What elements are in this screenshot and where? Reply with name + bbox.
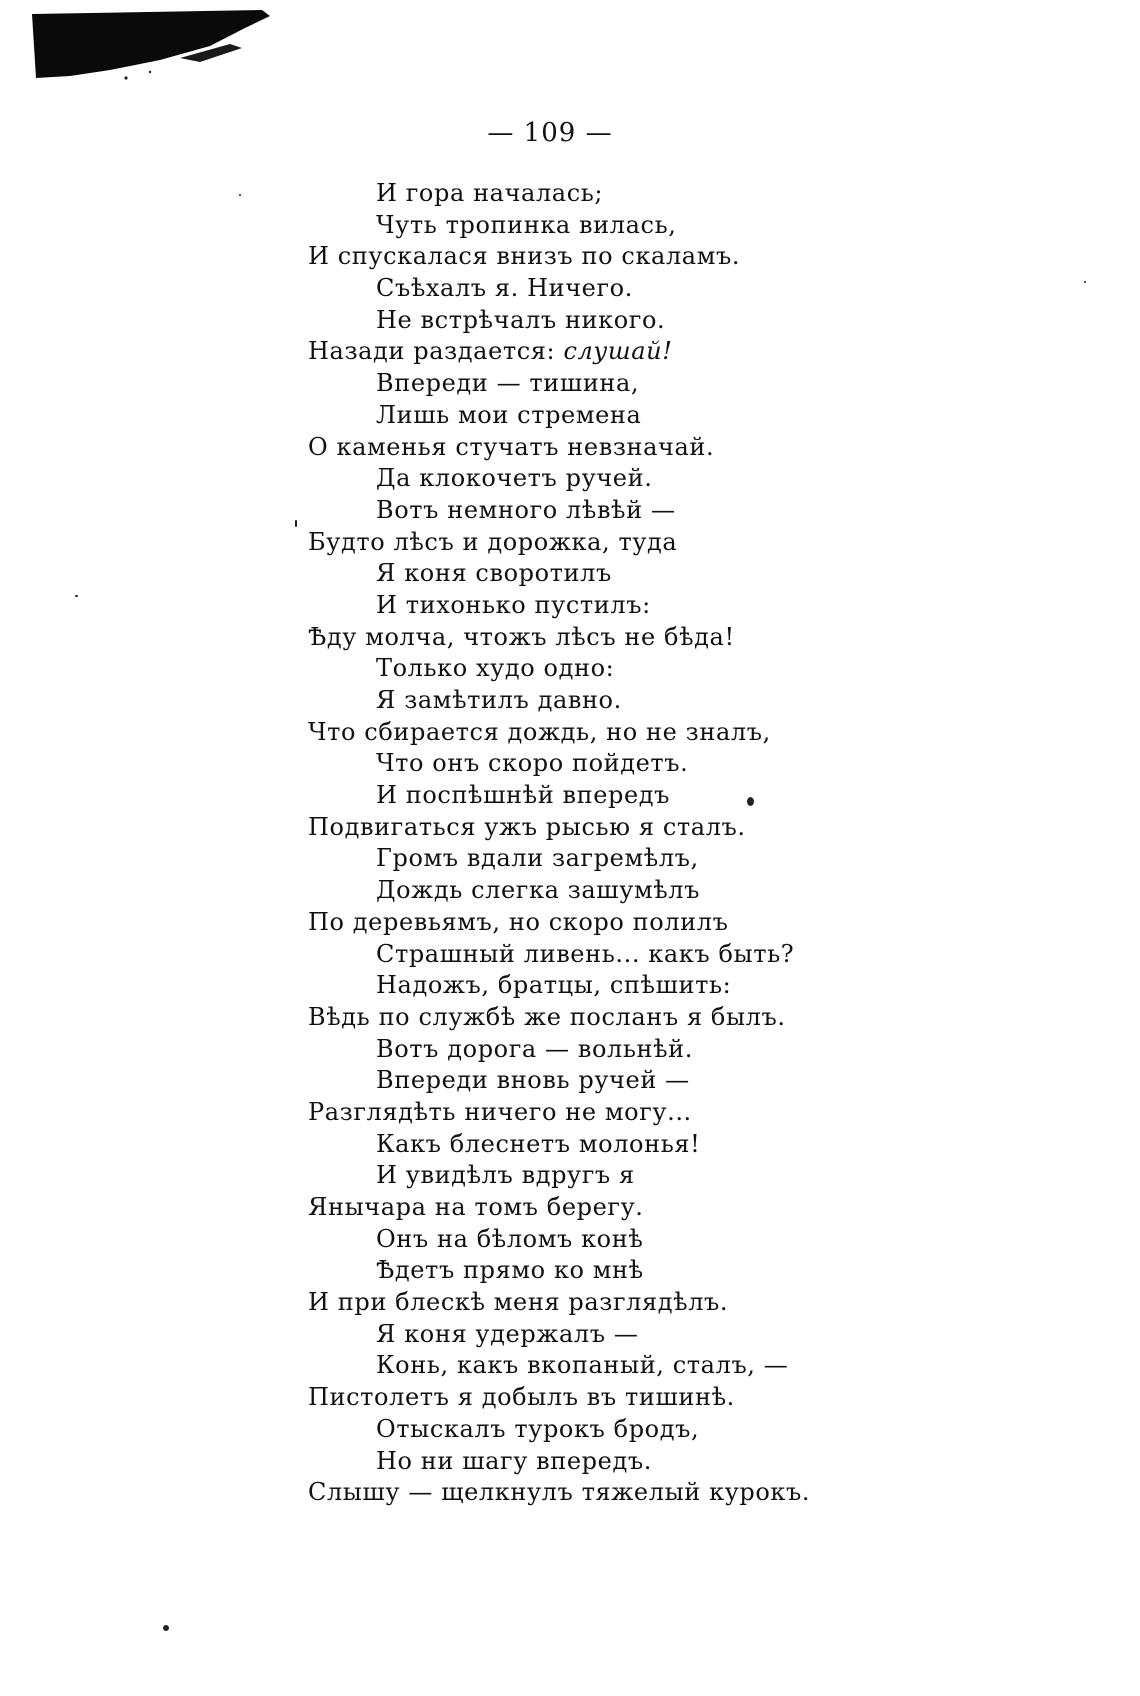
poem-line (308, 970, 868, 1002)
poem-line-text: Съѣхалъ я. Ничего. (376, 274, 633, 303)
poem-line-text: Только худо одно: (376, 654, 615, 683)
poem-line-text: Впереди — тишина, (376, 369, 640, 398)
poem-line (308, 273, 868, 305)
poem-line (308, 527, 868, 559)
poem-line (308, 1414, 868, 1446)
poem-line-text: Отыскалъ турокъ бродъ, (376, 1414, 700, 1443)
poem-line-text: Страшный ливень... какъ быть? (376, 939, 795, 968)
scan-ink-blot (30, 8, 275, 82)
poem-line (308, 843, 868, 875)
poem-line-text: Вотъ дорога — вольнѣй. (376, 1034, 694, 1063)
poem-line (308, 400, 868, 432)
poem-line (308, 1382, 868, 1414)
poem-line (308, 1002, 868, 1034)
poem-line-text: Какъ блеснетъ молонья! (376, 1129, 701, 1158)
ink-speck (747, 797, 754, 806)
poem-line (308, 1097, 868, 1129)
poem-line-text: Ѣдетъ прямо ко мнѣ (376, 1256, 644, 1285)
poem-line (308, 1319, 868, 1351)
poem-line-text: Не встрѣчалъ никого. (376, 305, 666, 334)
poem-line (308, 748, 868, 780)
poem-line-text: По деревьямъ, но скоро полилъ (308, 907, 729, 936)
poem-line (308, 1350, 868, 1382)
poem-line (308, 368, 868, 400)
ink-speck (239, 194, 241, 196)
poem-line-text: Янычара на томъ берегу. (308, 1193, 644, 1221)
poem-line (308, 1224, 868, 1256)
poem-line (308, 1287, 868, 1319)
poem-line-text: Громъ вдали загремѣлъ, (376, 844, 699, 873)
poem-line (308, 780, 868, 812)
poem-line-text: О каменья стучатъ невзначай. (308, 432, 715, 461)
poem-line (308, 622, 868, 654)
poem-line (308, 1192, 868, 1224)
poem-line (308, 463, 868, 495)
poem-line-text: Надожъ, братцы, спѣшить: (376, 971, 732, 1000)
page-number: — 109 — (487, 118, 613, 148)
poem-line-text: Ѣду молча, чтожъ лѣсъ не бѣда! (308, 622, 735, 651)
ink-speck (163, 1625, 169, 1631)
poem-line-text: Что онъ скоро пойдетъ. (376, 749, 689, 778)
poem-line (308, 1065, 868, 1097)
poem-line-text: И поспѣшнѣй впередъ (376, 781, 671, 810)
poem-line-text: Вѣдь по службѣ же посланъ я былъ. (308, 1002, 786, 1031)
poem-line (308, 241, 868, 273)
poem-line-text: Лишь мои стремена (376, 400, 642, 429)
ink-speck (295, 520, 297, 527)
poem-line (308, 305, 868, 337)
poem-line-text: Я замѣтилъ давно. (376, 686, 622, 714)
poem-line-text: И гора началась; (376, 179, 604, 207)
poem-line-text: Пистолетъ я добылъ въ тишинѣ. (308, 1383, 735, 1412)
poem-line (308, 685, 868, 717)
poem-line-text: И спускалася внизъ по скаламъ. (308, 242, 741, 271)
poem-line-text: Подвигаться ужъ рысью я сталъ. (308, 812, 746, 841)
poem-line-text: Но ни шагу впередъ. (376, 1446, 652, 1475)
poem-line-text: Впереди вновь ручей — (376, 1066, 690, 1095)
poem-line-text: И увидѣлъ вдругъ я (376, 1161, 635, 1190)
poem-line (308, 875, 868, 907)
poem-line (308, 558, 868, 590)
poem-line (308, 717, 868, 749)
poem-line-text: Что сбирается дождь, но не зналъ, (308, 717, 771, 746)
poem-line-text: Разглядѣть ничего не могу... (308, 1097, 692, 1126)
poem-line-text: Слышу — щелкнулъ тяжелый курокъ. (308, 1478, 811, 1507)
poem-line (308, 907, 868, 939)
poem-line (308, 178, 868, 210)
poem-line (308, 495, 868, 527)
poem-line-text: Да клокочетъ ручей. (376, 464, 653, 493)
poem-line (308, 1446, 868, 1478)
poem-line (308, 812, 868, 844)
poem-line-text: Дождь слегка зашумѣлъ (376, 876, 701, 905)
ink-speck (1084, 281, 1086, 283)
poem-line-text: Вотъ немного лѣвѣй — (376, 495, 676, 524)
poem-line-text: Конь, какъ вкопаный, сталъ, — (376, 1351, 789, 1380)
poem-line-text: И тихонько пустилъ: (376, 590, 651, 619)
poem-line-text: И при блескѣ меня разглядѣлъ. (308, 1288, 729, 1317)
poem-line-text: Будто лѣсъ и дорожка, туда (308, 527, 678, 556)
poem-line-text: Чуть тропинка вилась, (376, 210, 677, 239)
poem-line (308, 590, 868, 622)
poem-line-text: Назади раздается: (308, 337, 564, 366)
poem-line-text: Онъ на бѣломъ конѣ (376, 1224, 644, 1253)
poem-line (308, 1129, 868, 1161)
poem-line (308, 1034, 868, 1066)
poem-line (308, 210, 868, 242)
poem-line (308, 336, 868, 368)
poem-line (308, 939, 868, 971)
poem-line (308, 432, 868, 464)
poem-line (308, 1160, 868, 1192)
poem-text (308, 178, 868, 1509)
poem-line-emphasis: слушай! (563, 337, 673, 366)
poem-line (308, 1477, 868, 1509)
poem-line (308, 653, 868, 685)
ink-speck (75, 595, 78, 597)
poem-line-text: Я коня удержалъ — (376, 1319, 639, 1348)
poem-line (308, 1255, 868, 1287)
poem-line-text: Я коня своротилъ (376, 559, 612, 588)
